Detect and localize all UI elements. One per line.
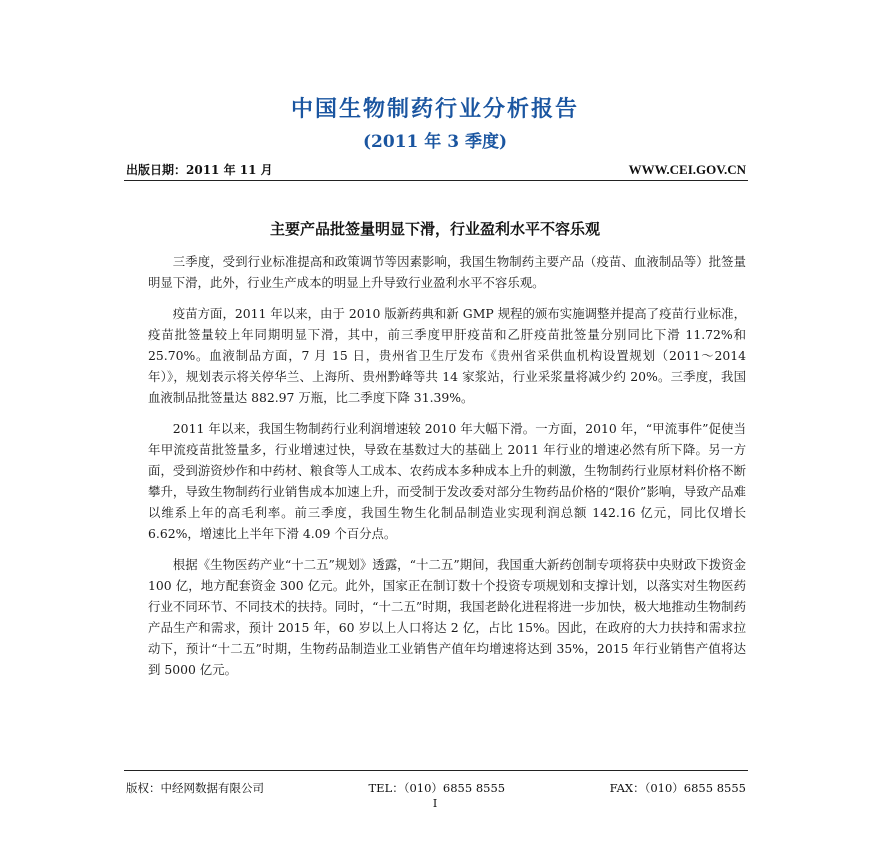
copyright-text: 版权：中经网数据有限公司 xyxy=(126,781,264,795)
paragraph-2: 疫苗方面，2011 年以来，由于 2010 版新药典和新 GMP 规程的颁布实施调整并提高了疫苗行业标准，疫苗批签量较上年同期明显下滑，其中，前三季度甲肝疫苗和乙肝疫苗批签量分别同比下滑 11.72%和 25.70%。血液制品方面，7 月 15 日，贵州省卫生厅发布《贵州省采供血机构设置规划（2011～2014 年）》，规划表示将关停华兰、上海所、贵州黔峰等共 14 家浆站，行业采浆量将减少约 20%。三季度，我国血液制品批签量达 882.97 万瓶，比二季度下降 31.39%。 xyxy=(148,306,746,405)
fax: FAX：（010）6855 8555 xyxy=(609,781,746,795)
website-link[interactable]: WWW.CEI.GOV.CN xyxy=(628,162,746,177)
report-subtitle: (2011 年 3 季度) xyxy=(363,132,507,152)
header-divider xyxy=(124,180,748,181)
telephone: TEL：（010）6855 8555 xyxy=(368,781,506,795)
meta-row xyxy=(126,161,746,178)
page-number: I xyxy=(432,797,438,810)
footer-row xyxy=(126,780,746,796)
publish-date: 出版日期：2011 年 11 月 xyxy=(126,163,273,177)
paragraph-1: 三季度，受到行业标准提高和政策调节等因素影响，我国生物制药主要产品（疫苗、血液制品等）批签量明显下滑，此外，行业生产成本的明显上升导致行业盈利水平不容乐观。 xyxy=(148,254,746,290)
footer-divider xyxy=(124,770,748,771)
paragraph-4: 根据《生物医药产业“十二五”规划》透露，“十二五”期间，我国重大新药创制专项将获中央财政下拨资金 100 亿，地方配套资金 300 亿元。此外，国家正在制订数十个投资专项规划和支撑计划，以落实对生物医药行业不同环节、不同技术的扶持。同时，“十二五”时期，我国老龄化进程将进一步加快，极大地推动生物制药产品生产和需求，预计 2015 年，60 岁以上人口将达 2 亿，占比 15%。因此，在政府的大力扶持和需求拉动下，预计“十二五”时期，生物药品制造业工业销售产值年均增速将达到 35%，2015 年行业销售产值将达到 5000 亿元。 xyxy=(148,557,746,677)
article-body xyxy=(148,251,746,690)
article-heading: 主要产品批签量明显下滑，行业盈利水平不容乐观 xyxy=(269,220,600,238)
report-title: 中国生物制药行业分析报告 xyxy=(290,96,579,122)
paragraph-3: 2011 年以来，我国生物制药行业利润增速较 2010 年大幅下滑。一方面，2010 年，“甲流事件”促使当年甲流疫苗批签量多，行业增速过快，导致在基数过大的基础上 2011 年行业的增速必然有所下降。另一方面，受到游资炒作和中药材、粮食等人工成本、农药成本多种成本上升的刺激，生物制药行业原材料价格不断攀升，导致生物制药行业销售成本加速上升，而受制于发改委对部分生物药品价格的“限价”影响，导致产品难以维系上年的高毛利率。前三季度，我国生物生化制品制造业实现利润总额 142.16 亿元，同比仅增长 6.62%，增速比上半年下滑 4.09 个百分点。 xyxy=(148,421,746,541)
